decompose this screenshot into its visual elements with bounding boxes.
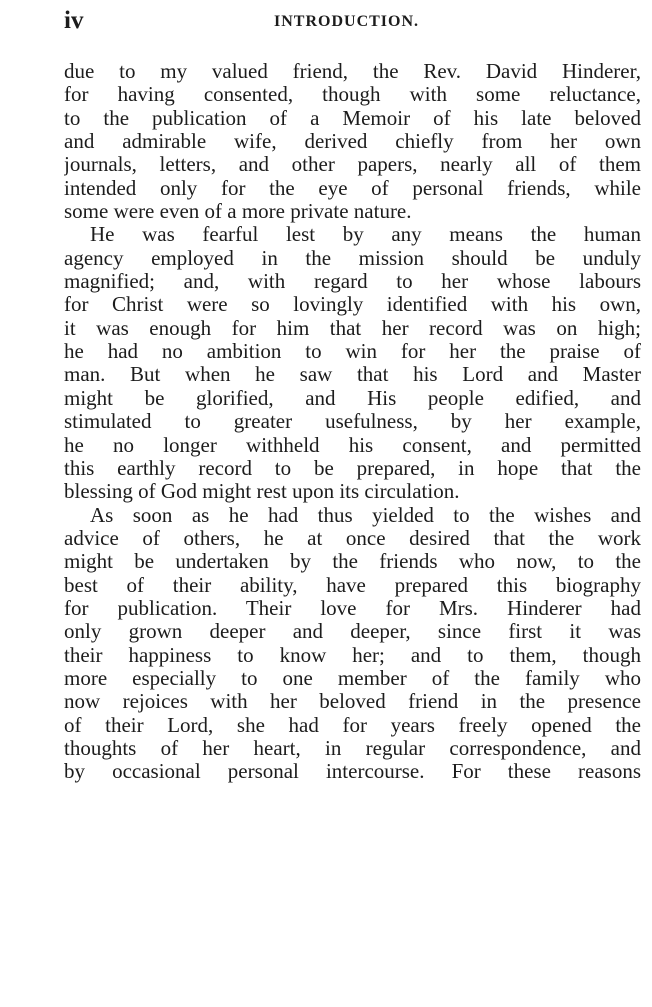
running-title: INTRODUCTION. bbox=[274, 13, 420, 30]
text-line: As soon as he had thus yielded to the wishes and bbox=[90, 503, 641, 527]
text-line: only grown deeper and deeper, since first it was bbox=[64, 620, 641, 644]
text-line: agency employed in the mission should be unduly bbox=[64, 246, 641, 270]
text-line: he had no ambition to win for her the praise of bbox=[64, 340, 641, 364]
text-line: blessing of God might rest upon its circulation. bbox=[64, 480, 460, 504]
text-line: their happiness to know her; and to them, though bbox=[64, 643, 641, 667]
text-line: intended only for the eye of personal friends, while bbox=[64, 176, 641, 200]
text-line: might be undertaken by the friends who now, to the bbox=[64, 550, 641, 574]
text-line: thoughts of her heart, in regular correspondence, and bbox=[64, 736, 641, 760]
text-line: He was fearful lest by any means the human bbox=[90, 223, 641, 247]
text-line: some were even of a more private nature. bbox=[64, 200, 412, 224]
text-line: might be glorified, and His people edified, and bbox=[64, 386, 641, 410]
text-line: man. But when he saw that his Lord and Master bbox=[64, 363, 641, 387]
text-line: advice of others, he at once desired that the work bbox=[64, 526, 641, 550]
text-line: for publication. Their love for Mrs. Hinderer had bbox=[64, 596, 641, 620]
text-line: stimulated to greater usefulness, by her example, bbox=[64, 410, 641, 434]
text-line: magnified; and, with regard to her whose labours bbox=[64, 270, 641, 294]
text-line: to the publication of a Memoir of his late beloved bbox=[64, 106, 641, 130]
text-line: he no longer withheld his consent, and permitted bbox=[64, 433, 641, 457]
running-head bbox=[64, 6, 642, 36]
text-line: best of their ability, have prepared this biography bbox=[64, 573, 641, 597]
text-line: journals, letters, and other papers, nearly all of them bbox=[64, 153, 641, 177]
page-number: iv bbox=[64, 7, 84, 34]
text-line: of their Lord, she had for years freely opened the bbox=[64, 713, 641, 737]
body-text bbox=[64, 60, 641, 784]
text-line: by occasional personal intercourse. For these reasons bbox=[64, 760, 641, 784]
text-line: and admirable wife, derived chiefly from her own bbox=[64, 130, 641, 154]
text-line: for having consented, though with some reluctance, bbox=[64, 83, 641, 107]
text-line: it was enough for him that her record was on high; bbox=[64, 316, 641, 340]
text-line: due to my valued friend, the Rev. David Hinderer, bbox=[64, 60, 641, 83]
text-line: more especially to one member of the family who bbox=[64, 666, 641, 690]
text-line: this earthly record to be prepared, in hope that the bbox=[64, 456, 641, 480]
text-line: now rejoices with her beloved friend in the presence bbox=[64, 690, 641, 714]
text-line: for Christ were so lovingly identified with his own, bbox=[64, 293, 641, 317]
